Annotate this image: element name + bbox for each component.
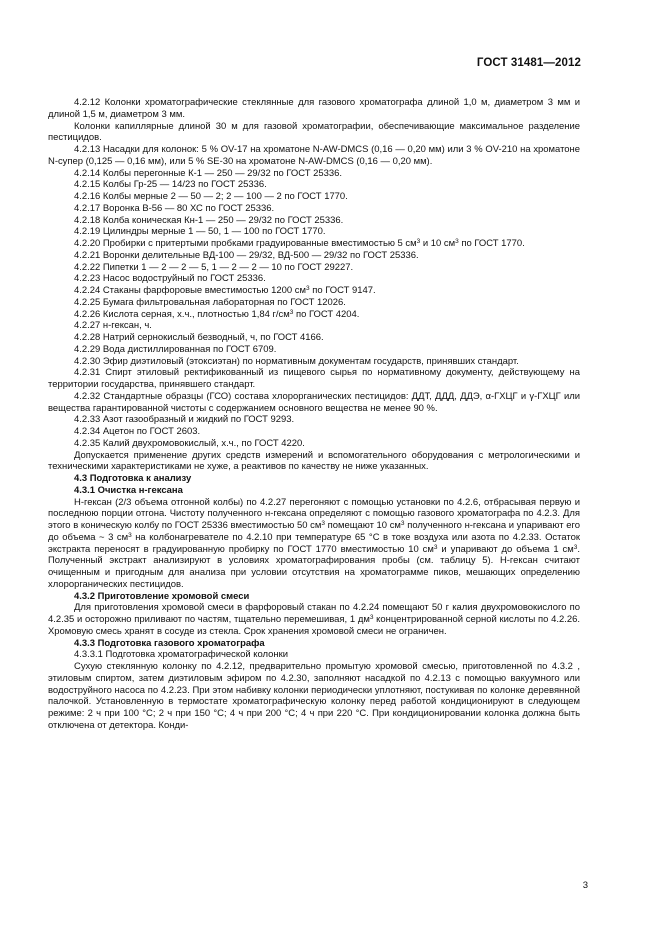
superscript: 3 (416, 238, 421, 245)
text-run: 4.2.34 Ацетон по ГОСТ 2603. (74, 426, 201, 437)
superscript: 3 (321, 520, 325, 527)
superscript: 3 (305, 285, 310, 292)
paragraph (48, 203, 580, 215)
superscript: 3 (369, 614, 374, 621)
paragraph (48, 168, 580, 180)
text-run: 4.2.16 Колбы мерные 2 — 50 — 2; 2 — 100 — 2 по ГОСТ 1770. (74, 191, 348, 202)
section-heading (48, 473, 580, 485)
text-run: Колонки капиллярные длиной 30 м для газовой хроматографии, обеспечивающие максимальное разделение пестицидов. (48, 120, 580, 144)
text-run: 4.2.19 Цилиндры мерные 1 — 50, 1 — 100 по ГОСТ 1770. (74, 226, 326, 238)
text-run: 4.2.21 Воронки делительные ВД-100 — 29/32, ВД-500 — 29/32 по ГОСТ 25336. (74, 249, 419, 261)
paragraph (48, 191, 580, 203)
paragraph (48, 332, 580, 344)
paragraph (48, 344, 580, 356)
superscript: 3 (289, 308, 294, 316)
paragraph (48, 250, 580, 262)
text-run: 4.2.35 Калий двухромовокислый, х.ч., по ГОСТ 4220. (74, 437, 305, 449)
paragraph (48, 450, 580, 474)
text-run: 4.3.3.1 Подготовка хроматографической колонки (74, 649, 288, 661)
text-run: на колбонагревателе по 4.2.10 при температуре 65 °С в токе воздуха или азота по 4.2.33. Остаток экстракта переносят в градуированную пробирку по ГОСТ 1770 вместимостью 10 см (48, 531, 580, 555)
text-run: по ГОСТ 1770. (458, 238, 525, 249)
paragraph (48, 226, 580, 238)
paragraph (48, 179, 580, 191)
paragraph (48, 285, 580, 297)
paragraph (48, 391, 580, 415)
paragraph (48, 602, 580, 637)
text-run: 4.2.30 Эфир диэтиловый (этоксиэтан) по нормативным документам государств, принявших стандарт. (74, 355, 519, 367)
paragraph (48, 297, 580, 309)
paragraph (48, 273, 580, 285)
text-run: помещают 10 см (324, 520, 401, 531)
superscript: 3 (573, 543, 578, 551)
document-body (48, 97, 580, 732)
paragraph (48, 144, 580, 168)
paragraph (48, 215, 580, 227)
paragraph (48, 97, 580, 121)
text-run: 4.2.25 Бумага фильтровальная лабораторная по ГОСТ 12026. (74, 296, 346, 308)
text-run: 4.2.18 Колба коническая Кн-1 — 250 — 29/32 по ГОСТ 25336. (74, 214, 344, 226)
text-run: и упаривают до объема 1 см (437, 543, 574, 555)
paragraph (48, 649, 580, 661)
text-run: 4.2.20 Пробирки с притертыми пробками градуированные вместимостью 5 см (74, 238, 417, 249)
text-run: и 10 см (420, 238, 456, 249)
text-run: 4.3.3 Подготовка газового хроматографа (74, 637, 265, 649)
section-heading (48, 591, 580, 603)
text-run: 4.2.12 Колонки хроматографические стеклянные для газового хроматографа длиной 1,0 м, диаметром 3 мм и длиной 1,5 м, диаметром 3 мм. (48, 97, 580, 120)
text-run: Н-гексан (2/3 объема отгонной колбы) по 4.2.27 перегоняют с помощью установки по 4.2.6, отбрасывая первую и последнюю порции отгона. Чистоту полученного н-гексана определяют с помощью газового хроматографа по 4.2.3. Для этого в коническую колбу по ГОСТ 25336 вместимостью 50 см (48, 496, 580, 531)
section-heading (48, 638, 580, 650)
text-run: Допускается применение других средств измерений и вспомогательного оборудования с метрологическими и техническими характеристиками не хуже, а реактивов по качеству не ниже указанных. (48, 449, 580, 473)
text-run: 4.2.24 Стаканы фарфоровые вместимостью 1200 см (74, 285, 306, 296)
text-run: 4.2.13 Насадки для колонок: 5 % OV-17 на хроматоне N-AW-DMCS (0,16 — 0,20 мм) или 3 % OV-210 на хроматоне N-супер (0,125 — 0,16 мм), или 5 % SE-30 на хроматоне N-AW-DMCS (0,16 — 0,20 мм). (48, 144, 580, 167)
text-run: 4.2.29 Вода дистиллированная по ГОСТ 6709. (74, 343, 277, 355)
paragraph (48, 367, 580, 391)
paragraph (48, 262, 580, 274)
text-run: 4.2.31 Спирт этиловый ректификованный из пищевого сырья по нормативному документу, действующему на территории государства, принявшего стандарт. (48, 367, 580, 390)
text-run: 4.3 Подготовка к анализу (74, 473, 192, 484)
paragraph (48, 356, 580, 368)
paragraph (48, 238, 580, 250)
paragraph (48, 661, 580, 732)
page-number: 3 (582, 880, 588, 891)
text-run: . Полученный экстракт анализируют в условиях хроматографирования пробы (см. таблицу 5). Н-гексан считают очищенным и пригодным для анализа при условии отсутствия на хроматограмме пиков, мешающих определению хлорорганических пестицидов. (48, 543, 580, 590)
text-run: Сухую стеклянную колонку по 4.2.12, предварительно промытую хромовой смесью, приготовленной по 4.3.2 , этиловым спиртом, затем диэтиловым эфиром по 4.2.30, заполняют насадкой по 4.2.13 с помощью вакуумного или водоструйного насоса по 4.2.23. При этом набивку колонки периодически уплотняют, постукивая по колонке деревянной палочкой. Установленную в термостате хроматографическую колонку перед работой кондиционируют в следующем режиме: 2 ч при 100 °С; 2 ч при 150 °С; 4 ч при 200 °С; 4 ч при 220 °С. При кондиционировании колонка должна быть отключена от детектора. Конди- (48, 661, 580, 731)
text-run: 4.2.23 Насос водоструйный по ГОСТ 25336. (74, 273, 266, 285)
text-run: 4.2.14 Колбы перегонные К-1 — 250 — 29/32 по ГОСТ 25336. (74, 167, 343, 179)
section-heading (48, 485, 580, 497)
text-run: концентрированной серной кислоты по 4.2.26. Хромовую смесь хранят в сосуде из стекла. Срок хранения хромовой смеси не ограничен. (48, 614, 580, 637)
paragraph (48, 320, 580, 332)
superscript: 3 (400, 520, 405, 527)
text-run: 4.2.27 н-гексан, ч. (74, 320, 152, 332)
paragraph (48, 121, 580, 145)
text-run: 4.2.22 Пипетки 1 — 2 — 2 — 5, 1 — 2 — 2 — 10 по ГОСТ 29227. (74, 261, 354, 273)
text-run: полученного н-гексана и упаривают его до объема ~ 3 см (48, 520, 580, 543)
text-run: по ГОСТ 4204. (293, 308, 360, 320)
text-run: 4.2.26 Кислота серная, х.ч., плотностью 1,84 г/см (74, 308, 290, 320)
paragraph (48, 497, 580, 591)
text-run: Для приготовления хромовой смеси в фарфоровый стакан по 4.2.24 помещают 50 г калия двухромовокислого по 4.2.35 и осторожно приливают по частям, тщательно перемешивая, 1 дм (48, 602, 580, 625)
text-run: 4.3.2 Приготовление хромовой смеси (74, 590, 250, 602)
paragraph (48, 426, 580, 438)
text-run: 4.2.15 Колбы Гр-25 — 14/23 по ГОСТ 25336. (74, 179, 267, 191)
text-run: 4.3.1 Очистка н-гексана (74, 484, 183, 496)
superscript: 3 (128, 531, 132, 539)
document-standard-header: ГОСТ 31481—2012 (476, 57, 581, 69)
superscript: 3 (455, 238, 459, 245)
superscript: 3 (433, 543, 438, 551)
paragraph (48, 438, 580, 450)
text-run: 4.2.32 Стандартные образцы (ГСО) состава хлорорганических пестицидов: ДДТ, ДДД, ДДЭ, α-ГХЦГ и γ-ГХЦГ или вещества гарантированной чистоты с содержанием основного вещества не менее 90 %. (48, 390, 580, 414)
text-run: по ГОСТ 9147. (309, 285, 376, 296)
paragraph (48, 309, 580, 321)
text-run: 4.2.33 Азот газообразный и жидкий по ГОСТ 9293. (74, 414, 295, 426)
paragraph (48, 414, 580, 426)
text-run: 4.2.28 Натрий сернокислый безводный, ч, по ГОСТ 4166. (74, 332, 324, 343)
text-run: 4.2.17 Воронка В-56 — 80 ХС по ГОСТ 25336. (74, 202, 275, 214)
